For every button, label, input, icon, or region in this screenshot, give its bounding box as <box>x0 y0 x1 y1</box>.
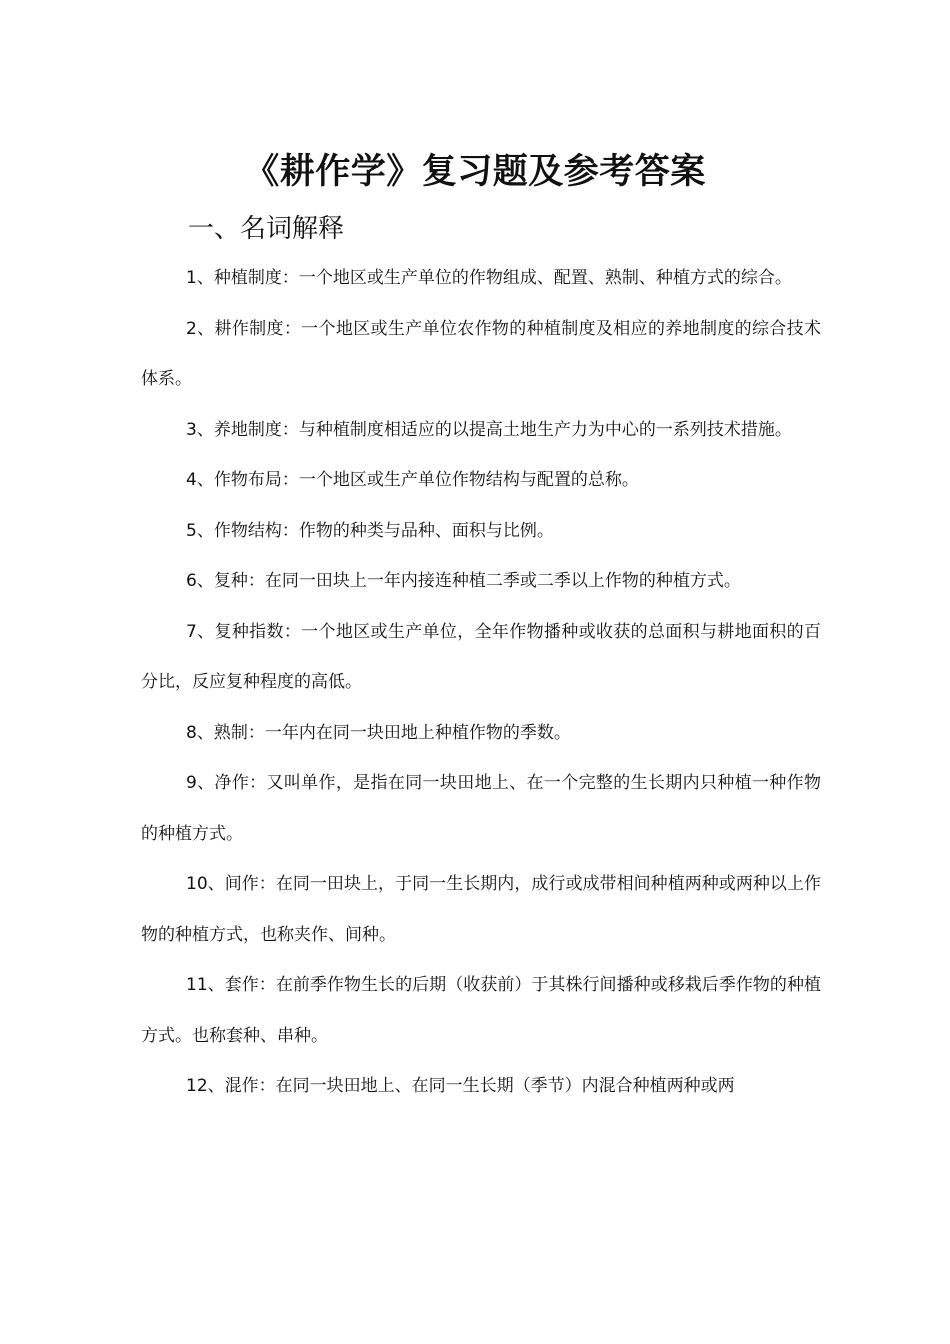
definition-item: 10、间作：在同一田块上，于同一生长期内，成行或成带相间种植两种或两种以上作物的种植方式，也称夹作、间种。 <box>141 874 821 945</box>
definition-item: 7、复种指数：一个地区或生产单位，全年作物播种或收获的总面积与耕地面积的百分比，反应复种程度的高低。 <box>141 621 821 692</box>
definition-list <box>141 253 821 1112</box>
definition-item: 2、耕作制度：一个地区或生产单位农作物的种植制度及相应的养地制度的综合技术体系。 <box>141 318 821 389</box>
definition-item: 9、净作：又叫单作，是指在同一块田地上、在一个完整的生长期内只种植一种作物的种植方式。 <box>141 773 821 844</box>
definition-item: 12、混作：在同一块田地上、在同一生长期（季节）内混合种植两种或两 <box>186 1076 735 1096</box>
definition-item: 4、作物布局：一个地区或生产单位作物结构与配置的总称。 <box>186 470 639 490</box>
definition-item: 1、种植制度：一个地区或生产单位的作物组成、配置、熟制、种植方式的综合。 <box>186 268 792 288</box>
definition-item: 11、套作：在前季作物生长的后期（收获前）于其株行间播种或移栽后季作物的种植方式。也称套种、串种。 <box>141 975 821 1046</box>
definition-item: 6、复种：在同一田块上一年内接连种植二季或二季以上作物的种植方式。 <box>186 571 741 591</box>
document-title: 《耕作学》复习题及参考答案 <box>244 152 706 192</box>
definition-item: 3、养地制度：与种植制度相适应的以提高土地生产力为中心的一系列技术措施。 <box>186 419 792 440</box>
section-heading: 一、名词解释 <box>188 214 345 244</box>
definition-item: 8、熟制：一年内在同一块田地上种植作物的季数。 <box>186 722 571 743</box>
definition-item: 5、作物结构：作物的种类与品种、面积与比例。 <box>186 520 554 541</box>
